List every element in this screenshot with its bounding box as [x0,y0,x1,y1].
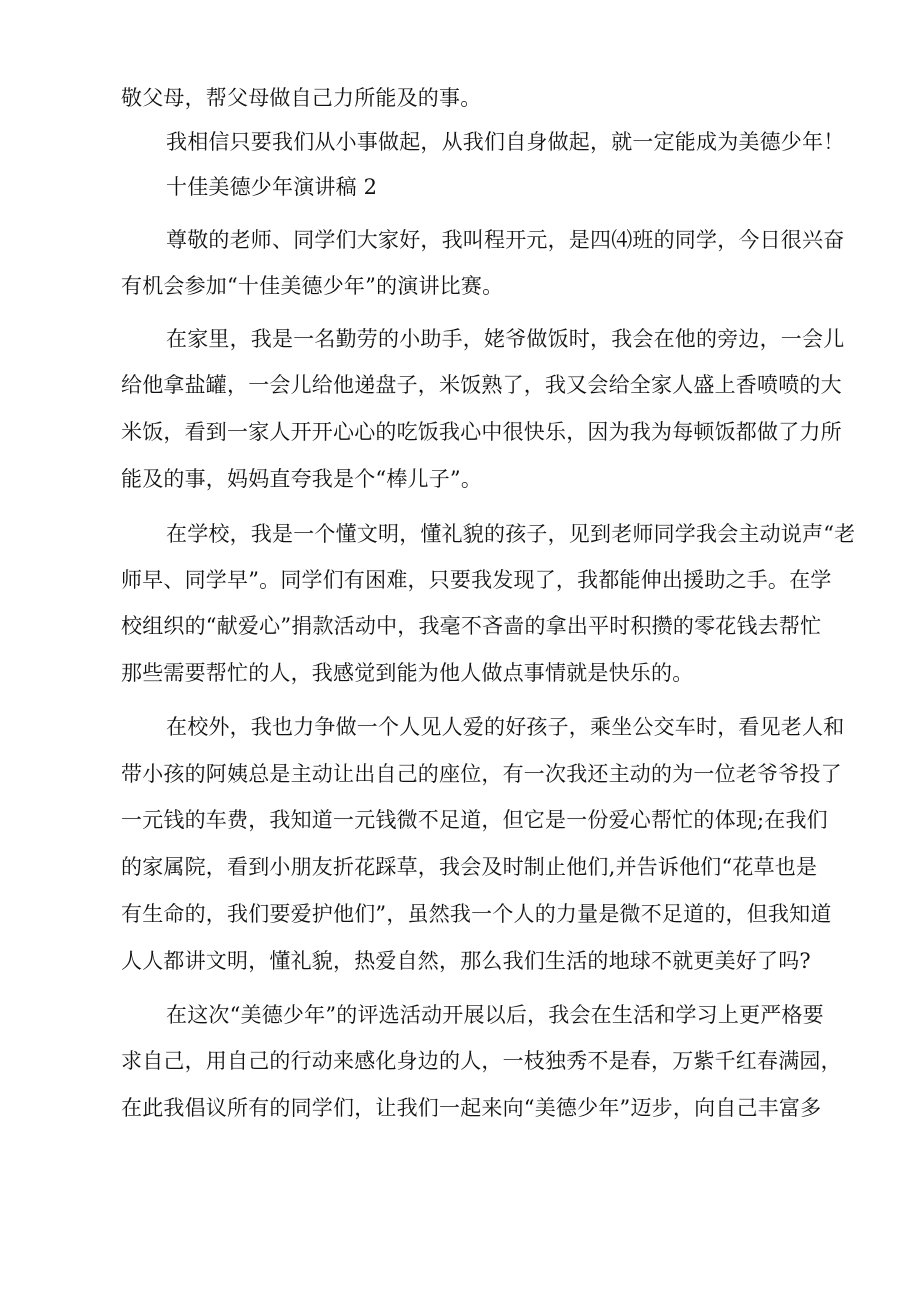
text-line: 在这次“美德少年”的评选活动开展以后，我会在生活和学习上更严格要 [166,1003,824,1027]
text-line: 给他拿盐罐，一会儿给他递盘子，米饭熟了，我又会给全家人盛上香喷喷的大 [121,373,842,397]
text-line: 一元钱的车费，我知道一元钱微不足道，但它是一份爱心帮忙的体现;在我们 [121,808,828,832]
text-line: 在学校，我是一个懂文明，懂礼貌的孩子，见到老师同学我会主动说声“老 [166,522,856,546]
text-line: 求自己，用自己的行动来感化身边的人，一枝独秀不是春，万紫千红春满园， [121,1049,842,1073]
text-line: 人人都讲文明，懂礼貌，热爱自然，那么我们生活的地球不就更美好了吗? [121,949,811,973]
text-line: 在家里，我是一名勤劳的小助手，姥爷做饭时，我会在他的旁边，一会儿 [166,327,845,351]
section-heading: 十佳美德少年演讲稿 2 [166,175,378,199]
text-line: 师早、同学早”。同学们有困难，只要我发现了，我都能伸出援助之手。在学 [121,568,832,592]
text-line: 尊敬的老师、同学们大家好，我叫程开元，是四⑷班的同学，今日很兴奋 [166,228,845,252]
text-line: 能及的事，妈妈直夸我是个“棒儿子”。 [121,467,483,491]
text-line: 校组织的“献爱心”捐款活动中，我毫不吝啬的拿出平时积攒的零花钱去帮忙 [121,614,822,638]
text-line: 带小孩的阿姨总是主动让出自己的座位，有一次我还主动的为一位老爷爷投了 [121,762,842,786]
text-line: 在此我倡议所有的同学们，让我们一起来向“美德少年”迈步，向自己丰富多 [121,1096,822,1120]
text-line: 米饭，看到一家人开开心心的吃饭我心中很快乐，因为我为每顿饭都做了力所 [121,420,842,444]
text-line: 敬父母，帮父母做自己力所能及的事。 [121,86,482,110]
text-line: 那些需要帮忙的人，我感觉到能为他人做点事情就是快乐的。 [121,661,694,685]
text-line: 有生命的，我们要爱护他们”，虽然我一个人的力量是微不足道的，但我知道 [121,902,832,926]
text-line: 有机会参加“十佳美德少年”的演讲比赛。 [121,274,504,298]
text-line: 的家属院，看到小朋友折花踩草，我会及时制止他们,并告诉他们“花草也是 [121,855,818,879]
text-line: 在校外，我也力争做一个人见人爱的好孩子，乘坐公交车时，看见老人和 [166,715,845,739]
text-line: 我相信只要我们从小事做起，从我们自身做起，就一定能成为美德少年！ [166,130,845,154]
